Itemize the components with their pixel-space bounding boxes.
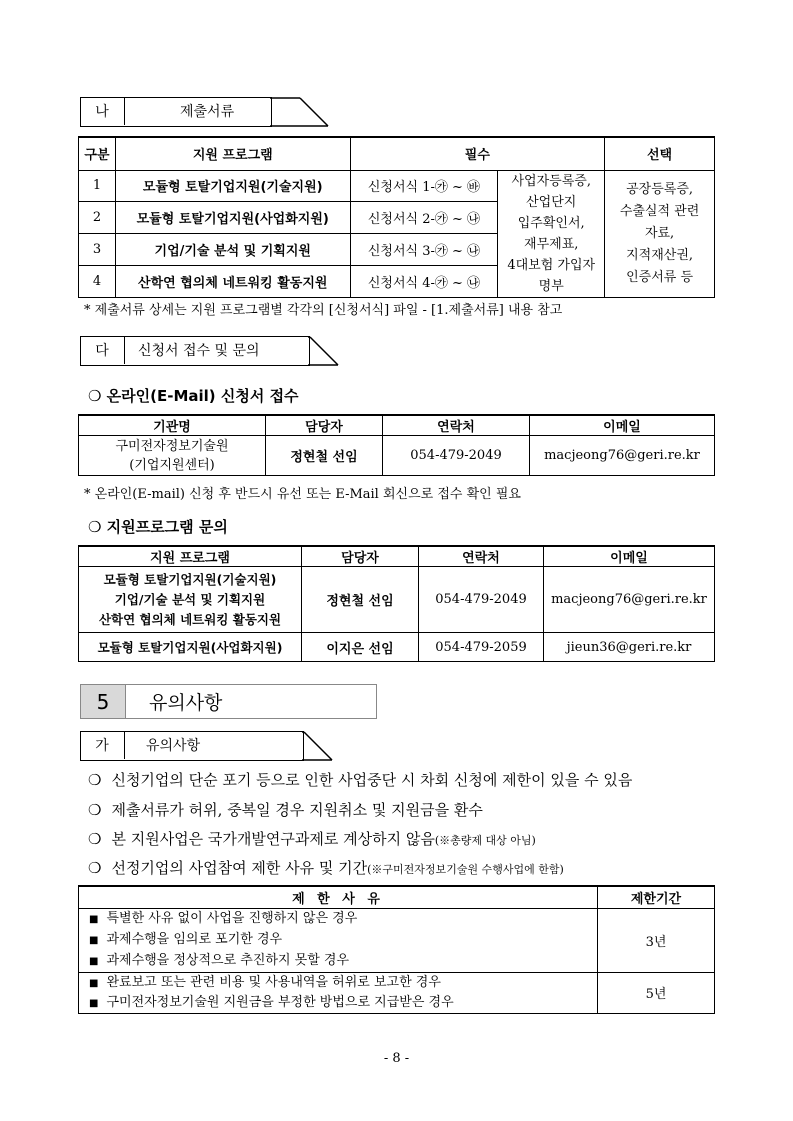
reason-text: 특별한 사유 없이 사업을 진행하지 않은 경우 <box>106 910 358 926</box>
program-item: 산학연 협의체 네트워킹 활동지원 <box>98 611 282 627</box>
req-line: 명부 <box>538 278 564 294</box>
notice-text: 제출서류가 허위, 중복일 경우 지원취소 및 지원금을 환수 <box>111 801 483 819</box>
opt-line: 지적재산권, <box>626 247 694 263</box>
notice-text: 선정기업의 사업참여 제한 사유 및 기간 <box>111 859 368 877</box>
col-header: 필수 <box>350 137 605 170</box>
row-number: 2 <box>79 202 116 234</box>
square-bullet-icon: ■ <box>89 913 99 925</box>
req-line: 입주확인서, <box>517 215 585 231</box>
form-range: 신청서식 4-㉮ ~ ㉯ <box>350 265 498 297</box>
contact-person: 정현철 선임 <box>266 436 383 476</box>
program-item: 모듈형 토탈기업지원(사업화지원) <box>79 633 302 662</box>
row-number: 4 <box>79 265 116 297</box>
restriction-period: 5년 <box>598 972 715 1013</box>
req-line: 재무제표, <box>524 236 579 252</box>
contact-person: 이지은 선임 <box>302 633 419 662</box>
reason-text: 과제수행을 정상적으로 추진하지 못할 경우 <box>106 952 350 968</box>
section-tab-da <box>80 336 360 366</box>
program-name: 기업/기술 분석 및 기획지원 <box>115 234 350 266</box>
online-heading: ❍ 온라인(E-Mail) 신청서 접수 <box>88 387 299 405</box>
reason-item <box>89 951 595 972</box>
phone: 054-479-2059 <box>419 633 544 662</box>
square-bullet-icon: ■ <box>89 955 99 967</box>
program-inquiry-table <box>78 545 715 662</box>
reason-group-2 <box>79 972 598 1013</box>
bullet-icon: ❍ <box>88 859 102 877</box>
reason-item <box>89 993 595 1013</box>
notice-item <box>88 857 564 878</box>
col-header: 지원 프로그램 <box>115 137 350 170</box>
online-note: * 온라인(E-mail) 신청 후 반드시 유선 또는 E-Mail 회신으로 접수 확인 필요 <box>84 487 521 502</box>
col-header: 선택 <box>605 137 715 170</box>
notice-small: (※총량제 대상 아님) <box>434 834 536 847</box>
col-header: 제 한 사 유 <box>79 886 598 908</box>
notice-item <box>88 769 632 790</box>
reason-item <box>89 973 595 993</box>
program-list <box>79 567 302 633</box>
contact-person: 정현철 선임 <box>302 567 419 633</box>
req-line: 사업자등록증, <box>511 173 591 189</box>
section-title: 유의사항 <box>146 738 201 754</box>
program-name: 모듈형 토탈기업지원(기술지원) <box>115 170 350 202</box>
opt-line: 인증서류 등 <box>626 269 694 285</box>
bullet-icon: ❍ <box>88 830 102 848</box>
email[interactable]: macjeong76@geri.re.kr <box>544 567 715 633</box>
page-number: - 8 - <box>383 1051 410 1066</box>
req-line: 산업단지 <box>526 194 577 210</box>
col-header: 지원 프로그램 <box>79 546 302 567</box>
form-range: 신청서식 3-㉮ ~ ㉯ <box>350 234 498 266</box>
opt-line: 수출실적 관련 <box>619 203 700 219</box>
col-header: 연락처 <box>419 546 544 567</box>
reason-text: 과제수행을 임의로 포기한 경우 <box>106 931 283 947</box>
tab-slant <box>270 97 330 128</box>
form-range: 신청서식 1-㉮ ~ ㉳ <box>350 170 498 202</box>
program-name: 모듈형 토탈기업지원(사업화지원) <box>115 202 350 234</box>
section-title: 제출서류 <box>180 104 235 120</box>
col-header: 이메일 <box>544 546 715 567</box>
req-line: 4대보험 가입자 <box>507 257 596 273</box>
col-header: 담당자 <box>302 546 419 567</box>
row-number: 3 <box>79 234 116 266</box>
email[interactable]: jieun36@geri.re.kr <box>544 633 715 662</box>
inquiry-heading: ❍ 지원프로그램 문의 <box>88 518 228 536</box>
notice-item <box>88 799 483 820</box>
square-bullet-icon: ■ <box>89 934 99 946</box>
reason-text: 완료보고 또는 관련 비용 및 사용내역을 허위로 보고한 경우 <box>106 974 441 990</box>
col-header: 연락처 <box>383 415 530 436</box>
bullet-icon: ❍ <box>88 771 102 789</box>
opt-line: 공장등록증, <box>626 181 694 197</box>
form-range: 신청서식 2-㉮ ~ ㉯ <box>350 202 498 234</box>
required-documents-table <box>78 136 715 298</box>
docs-note: * 제출서류 상세는 지원 프로그램별 각각의 [신청서식] 파일 - [1.제출서류] 내용 참고 <box>84 303 563 318</box>
section-title: 신청서 접수 및 문의 <box>138 343 260 359</box>
tab-slant <box>308 336 368 367</box>
section-letter: 가 <box>80 731 125 759</box>
square-bullet-icon: ■ <box>89 997 99 1009</box>
reason-item <box>89 909 595 930</box>
col-header: 제한기간 <box>598 886 715 908</box>
notice-small: (※구미전자정보기술원 수행사업에 한함) <box>367 863 564 876</box>
reason-text: 구미전자정보기술원 지원금을 부정한 방법으로 지급받은 경우 <box>106 994 454 1010</box>
opt-line: 자료, <box>644 225 675 241</box>
org-cell <box>79 436 266 476</box>
required-common-docs <box>498 170 605 297</box>
email[interactable]: macjeong76@geri.re.kr <box>530 436 715 476</box>
section-tab-na <box>80 97 340 127</box>
org-name: 구미전자정보기술원 <box>115 438 229 454</box>
restriction-period: 3년 <box>598 908 715 972</box>
restriction-table <box>78 885 715 1014</box>
notice-item <box>88 828 536 849</box>
col-header: 담당자 <box>266 415 383 436</box>
square-bullet-icon: ■ <box>89 977 99 989</box>
bullet-icon: ❍ <box>88 801 102 819</box>
online-submission-table <box>78 414 715 476</box>
phone: 054-479-2049 <box>419 567 544 633</box>
notice-text: 신청기업의 단순 포기 등으로 인한 사업중단 시 차회 신청에 제한이 있을 수 있음 <box>111 771 633 789</box>
notice-text: 본 지원사업은 국가개발연구과제로 계상하지 않음 <box>111 830 435 848</box>
program-item: 기업/기술 분석 및 기획지원 <box>114 591 266 607</box>
col-header: 구분 <box>79 137 116 170</box>
reason-group-1 <box>79 908 598 972</box>
section5-number: 5 <box>81 685 126 718</box>
org-sub: (기업지원센터) <box>129 457 215 473</box>
reason-item <box>89 930 595 951</box>
program-name: 산학연 협의체 네트워킹 활동지원 <box>115 265 350 297</box>
section-letter: 다 <box>80 336 125 364</box>
section-tab-ga <box>80 731 340 761</box>
section-letter: 나 <box>80 97 125 125</box>
section5-title: 유의사항 <box>149 692 223 714</box>
col-header: 기관명 <box>79 415 266 436</box>
phone: 054-479-2049 <box>383 436 530 476</box>
program-item: 모듈형 토탈기업지원(기술지원) <box>103 571 277 587</box>
tab-slant <box>302 731 362 762</box>
section5-header <box>80 684 377 719</box>
col-header: 이메일 <box>530 415 715 436</box>
optional-docs <box>605 170 715 297</box>
row-number: 1 <box>79 170 116 202</box>
